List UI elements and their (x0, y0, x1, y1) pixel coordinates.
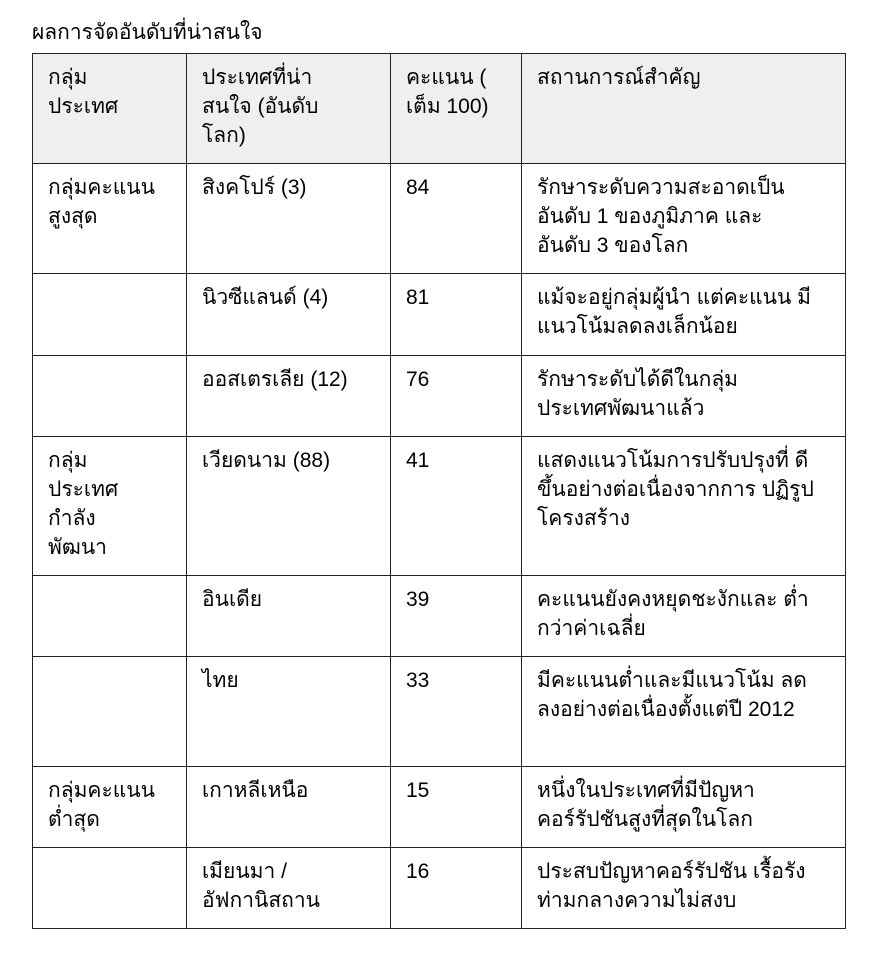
header-situation (522, 54, 846, 164)
header-label: ประเทศที่น่า สนใจ (อันดับ โลก) (202, 66, 319, 147)
country-text: ออสเตรเลีย (12) (202, 368, 348, 391)
cell-situation (522, 274, 846, 356)
ranking-table (32, 53, 846, 929)
cell-group (33, 576, 187, 657)
situation-text: หนึ่งในประเทศที่มีปัญหา คอร์รัปชันสูงที่สุดในโลก (537, 779, 755, 831)
cell-country (187, 437, 391, 576)
cell-situation (522, 767, 846, 848)
table-row (33, 274, 846, 356)
cell-score (391, 657, 522, 767)
cell-score (391, 164, 522, 274)
situation-text: รักษาระดับความสะอาดเป็น อันดับ 1 ของภูมิภาค และ อันดับ 3 ของโลก (537, 176, 785, 257)
situation-text: คะแนนยังคงหยุดชะงักและ ต่ำกว่าค่าเฉลี่ย (537, 588, 809, 640)
cell-situation (522, 848, 846, 929)
cell-group (33, 437, 187, 576)
cell-situation (522, 356, 846, 437)
cell-group (33, 356, 187, 437)
country-text: เกาหลีเหนือ (202, 779, 309, 802)
header-label: กลุ่ม ประเทศ (48, 66, 119, 118)
score-text: 39 (406, 588, 430, 611)
score-text: 33 (406, 669, 430, 692)
header-label: สถานการณ์สำคัญ (537, 66, 701, 89)
score-text: 81 (406, 286, 430, 309)
table-row (33, 356, 846, 437)
country-text: นิวซีแลนด์ (4) (202, 286, 329, 309)
table-header-row (33, 54, 846, 164)
cell-group (33, 657, 187, 767)
header-country-group (33, 54, 187, 164)
cell-score (391, 576, 522, 657)
group-text: กลุ่มคะแนน สูงสุด (48, 176, 155, 228)
score-text: 16 (406, 860, 430, 883)
cell-situation (522, 164, 846, 274)
header-country (187, 54, 391, 164)
cell-score (391, 274, 522, 356)
situation-text: มีคะแนนต่ำและมีแนวโน้ม ลดลงอย่างต่อเนื่องตั้งแต่ปี 2012 (537, 669, 807, 721)
cell-situation (522, 576, 846, 657)
cell-group (33, 848, 187, 929)
country-text: อินเดีย (202, 588, 263, 611)
country-text: เวียดนาม (88) (202, 449, 331, 472)
table-row (33, 164, 846, 274)
cell-country (187, 848, 391, 929)
cell-situation (522, 657, 846, 767)
country-text: ไทย (202, 669, 239, 692)
group-text: กลุ่มคะแนน ต่ำสุด (48, 779, 155, 831)
table-row (33, 437, 846, 576)
cell-group (33, 767, 187, 848)
cell-country (187, 576, 391, 657)
header-label: คะแนน ( เต็ม 100) (406, 66, 489, 118)
table-row (33, 657, 846, 767)
cell-country (187, 767, 391, 848)
score-text: 76 (406, 368, 430, 391)
cell-score (391, 767, 522, 848)
situation-text: รักษาระดับได้ดีในกลุ่ม ประเทศพัฒนาแล้ว (537, 368, 739, 420)
group-text: กลุ่ม ประเทศ กำลัง พัฒนา (48, 449, 119, 559)
country-text: เมียนมา / อัฟกานิสถาน (202, 860, 321, 912)
cell-score (391, 848, 522, 929)
score-text: 84 (406, 176, 430, 199)
cell-situation (522, 437, 846, 576)
situation-text: ประสบปัญหาคอร์รัปชัน เรื้อรังท่ามกลางความไม่สงบ (537, 860, 806, 912)
table-caption: ผลการจัดอันดับที่น่าสนใจ (32, 21, 263, 44)
table-row (33, 848, 846, 929)
score-text: 15 (406, 779, 430, 802)
cell-group (33, 164, 187, 274)
situation-text: แม้จะอยู่กลุ่มผู้นำ แต่คะแนน มีแนวโน้มลดลงเล็กน้อย (537, 286, 812, 338)
cell-country (187, 657, 391, 767)
cell-country (187, 274, 391, 356)
cell-country (187, 356, 391, 437)
country-text: สิงคโปร์ (3) (202, 176, 307, 199)
cell-country (187, 164, 391, 274)
score-text: 41 (406, 449, 430, 472)
cell-score (391, 437, 522, 576)
situation-text: แสดงแนวโน้มการปรับปรุงที่ ดีขึ้นอย่างต่อเนื่องจากการ ปฏิรูปโครงสร้าง (537, 449, 814, 530)
header-score (391, 54, 522, 164)
cell-group (33, 274, 187, 356)
cell-score (391, 356, 522, 437)
table-row (33, 767, 846, 848)
table-row (33, 576, 846, 657)
